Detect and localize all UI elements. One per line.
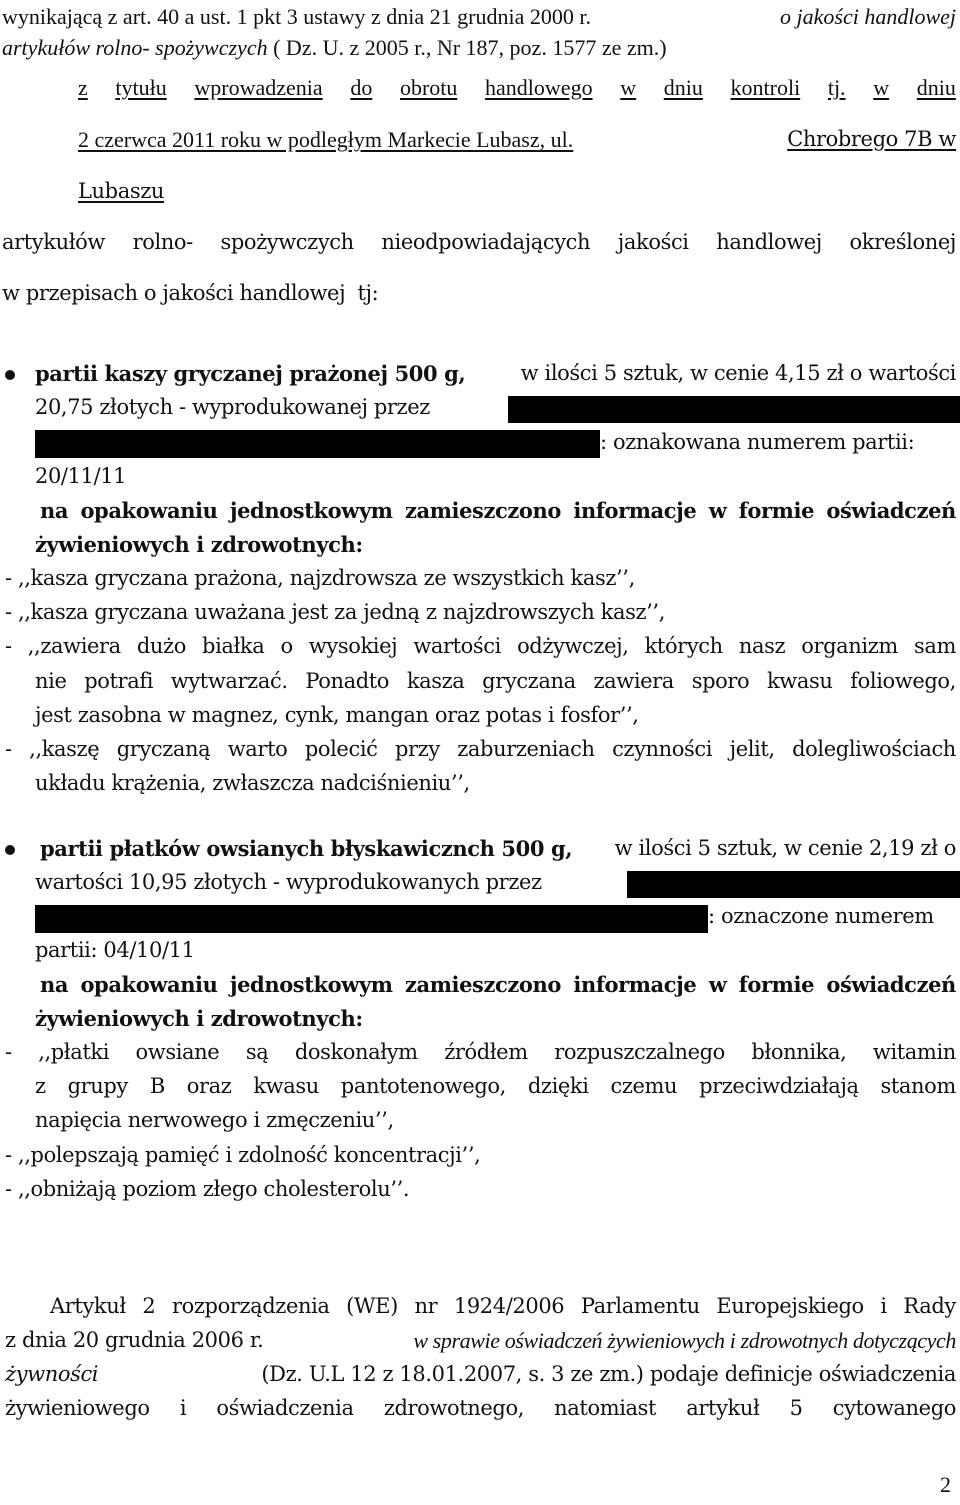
item1-bullet bbox=[5, 370, 15, 380]
article-line-3: żywności (Dz. U.L 12 z 18.01.2007, s. 3 ze zm.) podaje definicje oświadczenia bbox=[5, 1362, 956, 1386]
item2-claim-2: - ,,polepszają pamięć i zdolność koncentracji’’, bbox=[5, 1143, 481, 1167]
item2-claim-1-cont: napięcia nerwowego i zmęczeniu’’, bbox=[35, 1108, 394, 1132]
item1-claim-2: - ,,kasza gryczana uważana jest za jedną z najzdrowszych kasz’’, bbox=[5, 600, 665, 624]
item2-claims-heading: na opakowaniu jednostkowym zamieszczono informacje w formie oświadczeń bbox=[40, 972, 956, 997]
item1-claim-4-cont: układu krążenia, zwłaszcza nadciśnieniu’’, bbox=[35, 771, 470, 795]
intro-line-6: artykułów rolno- spożywczych nieodpowiadających jakości handlowej określonej bbox=[2, 230, 956, 254]
redaction-block bbox=[35, 430, 600, 458]
article-line-1: Artykuł 2 rozporządzenia (WE) nr 1924/2006 Parlamentu Europejskiego i Rady bbox=[50, 1294, 956, 1318]
intro-line-5: Lubaszu bbox=[78, 179, 164, 203]
intro-line-3: z tytułu wprowadzenia do obrotu handlowego w dniu kontroli tj. w dniu bbox=[78, 75, 956, 100]
item1-claim-3-cont: nie potrafi wytwarzać. Ponadto kasza gryczana zawiera sporo kwasu foliowego, bbox=[35, 669, 956, 693]
item1-claims-heading-2: żywieniowych i zdrowotnych: bbox=[35, 532, 363, 557]
item1-line-2: 20,75 złotych - wyprodukowanej przez bbox=[35, 395, 430, 419]
item1-claim-4: - ,,kaszę gryczaną warto polecić przy zaburzeniach czynności jelit, dolegliwościach bbox=[5, 737, 956, 761]
item2-bullet bbox=[5, 845, 15, 855]
item1-claims-heading: na opakowaniu jednostkowym zamieszczono informacje w formie oświadczeń bbox=[40, 498, 956, 523]
intro-line-7: w przepisach o jakości handlowej tj: bbox=[2, 281, 379, 305]
item2-claims-heading-2: żywieniowych i zdrowotnych: bbox=[35, 1006, 363, 1031]
item1-claim-1: - ,,kasza gryczana prażona, najzdrowsza ze wszystkich kasz’’, bbox=[5, 566, 635, 590]
item2-claim-1-cont: z grupy B oraz kwasu pantotenowego, dzięki czemu przeciwdziałają stanom bbox=[35, 1074, 956, 1098]
article-line-2: z dnia 20 grudnia 2006 r. w sprawie oświadczeń żywieniowych i zdrowotnych dotyczących bbox=[5, 1328, 956, 1353]
redaction-block bbox=[35, 905, 708, 933]
intro-line-2: artykułów rolno- spożywczych ( Dz. U. z 2005 r., Nr 187, poz. 1577 ze zm.) bbox=[2, 35, 667, 60]
item2-line-2: wartości 10,95 złotych - wyprodukowanych przez bbox=[35, 870, 542, 894]
page-number: 2 bbox=[940, 1472, 951, 1497]
item2-heading: partii płatków owsianych błyskawicznch 500 g, w ilości 5 sztuk, w cenie 2,19 zł o bbox=[40, 836, 956, 861]
redaction-block bbox=[508, 396, 960, 423]
item1-batch-number: 20/11/11 bbox=[35, 464, 127, 488]
item1-claim-3-cont: jest zasobna w magnez, cynk, mangan oraz potas i fosfor’’, bbox=[35, 703, 639, 727]
item2-batch-number: partii: 04/10/11 bbox=[35, 938, 195, 962]
item2-line-3: : oznaczone numerem bbox=[708, 904, 934, 928]
item1-line-3: : oznakowana numerem partii: bbox=[600, 430, 915, 454]
item2-claim-1: - ,,płatki owsiane są doskonałym źródłem rozpuszczalnego błonnika, witamin bbox=[5, 1040, 956, 1064]
item2-claim-3: - ,,obniżają poziom złego cholesterolu’’. bbox=[5, 1177, 410, 1201]
intro-line-1: wynikającą z art. 40 a ust. 1 pkt 3 ustawy z dnia 21 grudnia 2000 r. o jakości handlowej bbox=[2, 4, 956, 29]
item1-claim-3: - ,,zawiera dużo białka o wysokiej wartości odżywczej, których nasz organizm sam bbox=[5, 634, 956, 658]
article-line-4: żywieniowego i oświadczenia zdrowotnego, natomiast artykuł 5 cytowanego bbox=[5, 1396, 956, 1420]
item1-heading: partii kaszy gryczanej prażonej 500 g, w ilości 5 sztuk, w cenie 4,15 zł o wartości bbox=[35, 361, 956, 386]
intro-line-4: 2 czerwca 2011 roku w podległym Markecie Lubasz, ul. Chrobrego 7B w bbox=[78, 127, 956, 152]
redaction-block bbox=[627, 871, 960, 898]
